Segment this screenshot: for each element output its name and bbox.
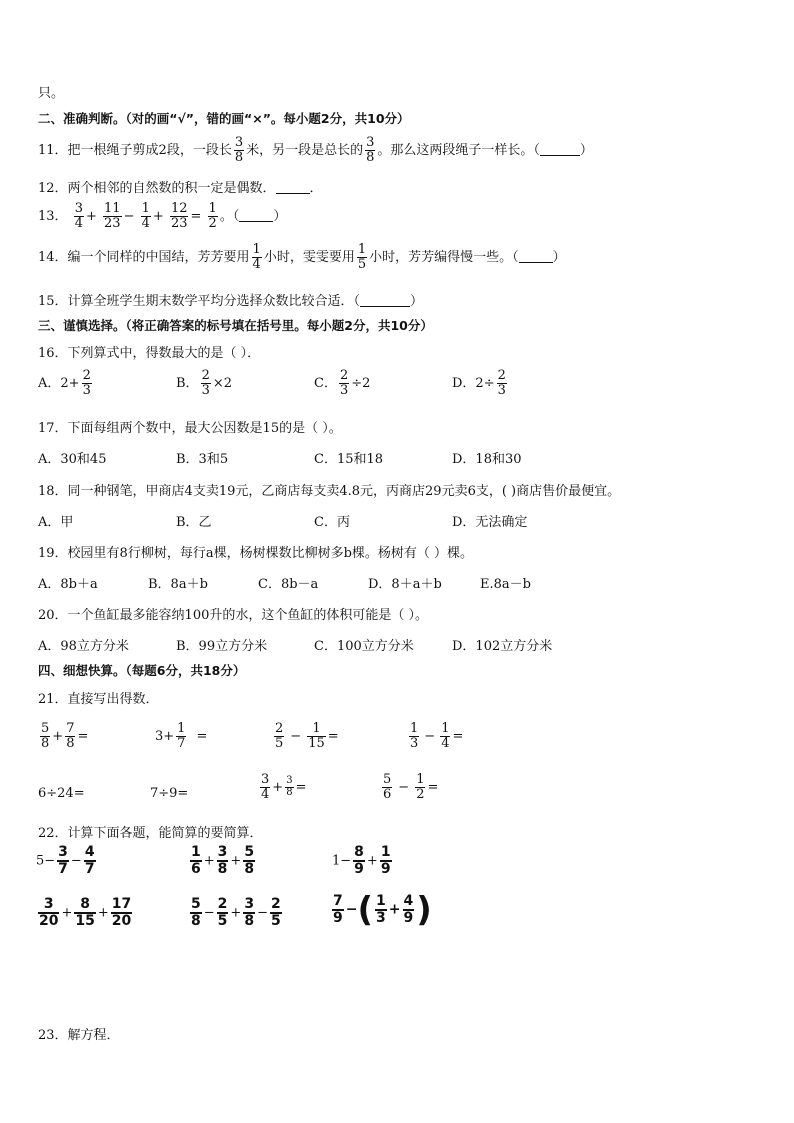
- question-14: 14．编一个同样的中国结，芳芳要用 $\frac{1}{4}$ 小时，雯雯要用 $\frac{1}{5}$ 小时，芳芳编得慢一些。（ ）: [38, 242, 566, 273]
- expression-21-2: 3+ $\frac{1}{7}$ =: [155, 721, 208, 752]
- question-13: 13． $\frac{3}{4}$ + $\frac{11}{23}$ − $\frac{1}{4}$ + $\frac{12}{23}$ = $\frac{1}{2}$ 。（ ）: [38, 201, 287, 232]
- option-c[interactable]: C．100立方分米: [314, 639, 414, 654]
- question-12: 12．两个相邻的自然数的积一定是偶数． ．: [38, 181, 323, 196]
- question-15: 15．计算全班学生期末数学平均分选择众数比较合适．（ ）: [38, 294, 424, 309]
- answer-blank[interactable]: [276, 181, 310, 194]
- expression-21-3: $\frac{2}{5}$ − $\frac{1}{15}$ =: [275, 721, 339, 752]
- expression-22-6: $\frac{7}{9}$ −( $\frac{1}{3}$ + $\frac{4}{9}$ ): [333, 890, 432, 930]
- question-11: 11．把一根绳子剪成2段，一段长 $\frac{3}{8}$ 米，另一段是总长的 $\frac{3}{8}$ 。那么这两段绳子一样长。（ ）: [38, 135, 593, 166]
- option-a[interactable]: A．8b＋a: [38, 577, 98, 592]
- expression-22-5: $\frac{5}{8}$ − $\frac{2}{5}$ + $\frac{3}{8}$ − $\frac{2}{5}$: [191, 896, 281, 930]
- fraction: $\frac{3}{8}$: [234, 135, 244, 166]
- option-b[interactable]: B． $\frac{2}{3}$ ×2: [176, 368, 233, 399]
- expression-21-1: $\frac{5}{8}$ + $\frac{7}{8}$ =: [41, 721, 89, 752]
- option-c[interactable]: C．15和18: [314, 452, 384, 467]
- fraction: $\frac{1}{5}$: [357, 242, 367, 273]
- option-e[interactable]: E.8a－b: [480, 577, 531, 592]
- fraction: $\frac{1}{4}$: [252, 242, 261, 273]
- question-20-stem: 20．一个鱼缸最多能容纳100升的水，这个鱼缸的体积可能是（ ）。: [38, 608, 428, 623]
- option-c[interactable]: C．8b－a: [258, 577, 319, 592]
- expression-21-7: $\frac{3}{4}$ + $\frac{3}{8}$ =: [261, 772, 307, 803]
- option-a[interactable]: A．98立方分米: [38, 639, 129, 654]
- expression-22-1: 5− $\frac{3}{7}$ − $\frac{4}{7}$: [36, 844, 95, 878]
- option-b[interactable]: B．99立方分米: [176, 639, 268, 654]
- option-b[interactable]: B．3和5: [176, 452, 229, 467]
- question-19-stem: 19．校园里有8行柳树，每行a棵，杨树棵数比柳树多b棵。杨树有（ ）棵。: [38, 546, 474, 561]
- fraction: $\frac{11}{23}$: [104, 201, 121, 232]
- answer-blank[interactable]: [360, 294, 410, 307]
- option-d[interactable]: D．2÷ $\frac{2}{3}$: [452, 368, 506, 399]
- fraction: $\frac{3}{8}$: [366, 135, 375, 166]
- option-d[interactable]: D．102立方分米: [452, 639, 553, 654]
- fraction: $\frac{2}{3}$: [201, 368, 210, 399]
- expression-22-3: 1− $\frac{8}{9}$ + $\frac{1}{9}$: [332, 844, 391, 878]
- answer-blank[interactable]: [239, 209, 273, 222]
- fraction: $\frac{1}{2}$: [208, 201, 217, 232]
- option-a[interactable]: A．2+ $\frac{2}{3}$: [38, 368, 91, 399]
- section-2-title: 二、准确判断。（对的画“√”，错的画“×”。每小题2分，共10分）: [38, 111, 410, 126]
- expression-21-6: 7÷9=: [150, 786, 189, 801]
- question-17-stem: 17．下面每组两个数中，最大公因数是15的是（ ）。: [38, 421, 342, 436]
- fraction: $\frac{2}{3}$: [339, 368, 349, 399]
- question-18-stem: 18．同一种钢笔，甲商店4支卖19元，乙商店每支卖4.8元，丙商店29元卖6支，( )商店售价最便宜。: [38, 484, 621, 499]
- expression-21-8: $\frac{5}{6}$ − $\frac{1}{2}$ =: [383, 772, 439, 803]
- option-d[interactable]: D．无法确定: [452, 515, 528, 530]
- option-d[interactable]: D．8＋a＋b: [368, 577, 442, 592]
- fraction: $\frac{3}{4}$: [74, 201, 83, 232]
- question-16-stem: 16．下列算式中，得数最大的是（ ）．: [38, 346, 261, 361]
- option-b[interactable]: B．乙: [176, 515, 212, 530]
- question-21-stem: 21．直接写出得数．: [38, 692, 159, 707]
- expression-22-2: $\frac{1}{6}$ + $\frac{3}{8}$ + $\frac{5}{8}$: [191, 844, 255, 878]
- option-d[interactable]: D．18和30: [452, 452, 522, 467]
- fraction: $\frac{2}{3}$: [82, 368, 91, 399]
- answer-blank[interactable]: [540, 143, 580, 156]
- section-4-title: 四、细想快算。（每题6分，共18分）: [38, 663, 246, 678]
- expression-21-5: 6÷24=: [38, 786, 85, 801]
- question-22-stem: 22．计算下面各题，能简算的要简算．: [38, 826, 263, 841]
- section-3-title: 三、谨慎选择。（将正确答案的标号填在括号里。每小题2分，共10分）: [38, 318, 433, 333]
- option-c[interactable]: C．丙: [314, 515, 350, 530]
- fraction: $\frac{12}{23}$: [170, 201, 188, 232]
- option-a[interactable]: A．甲: [38, 515, 74, 530]
- option-b[interactable]: B．8a＋b: [148, 577, 208, 592]
- fraction: $\frac{1}{4}$: [141, 201, 150, 232]
- fraction: $\frac{2}{3}$: [497, 368, 506, 399]
- top-fragment: 只。: [38, 86, 65, 101]
- question-23-stem: 23．解方程．: [38, 1028, 120, 1043]
- option-c[interactable]: C． $\frac{2}{3}$ ÷2: [314, 368, 371, 399]
- expression-21-4: $\frac{1}{3}$ − $\frac{1}{4}$ =: [410, 721, 464, 752]
- expression-22-4: $\frac{3}{20}$ + $\frac{8}{15}$ + $\frac{17}{20}$: [39, 896, 132, 930]
- option-a[interactable]: A．30和45: [38, 452, 107, 467]
- answer-blank[interactable]: [519, 250, 553, 263]
